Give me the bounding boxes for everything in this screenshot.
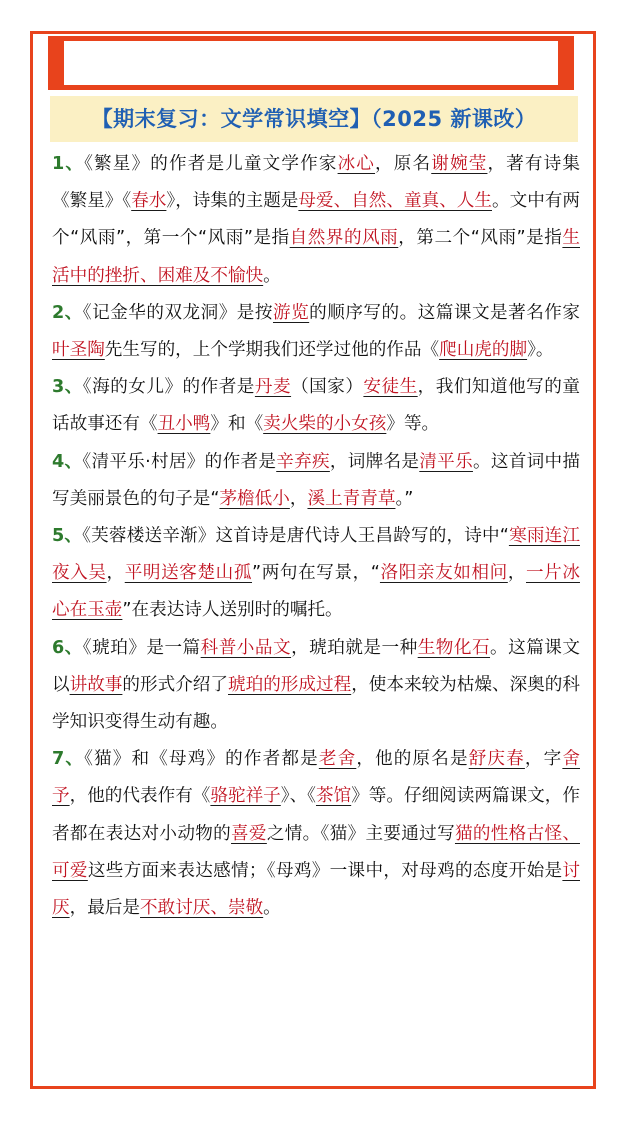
question-text: 之情。《猫》主要通过写 [266, 823, 455, 844]
answer-blank: 舍予 [52, 749, 580, 807]
question-text: ，琥珀就是一种 [291, 637, 418, 658]
answer-blank: 寒雨连江夜入吴 [52, 526, 580, 584]
question-text: 《记金华的双龙洞》是按 [82, 302, 273, 323]
answer-blank: 平明送客楚山孤 [124, 563, 253, 584]
question-number: 7、 [52, 749, 85, 770]
question-text: 。 [263, 898, 281, 919]
answer-blank: 茅檐低小 [219, 488, 290, 509]
page-title: 【期末复习：文学常识填空】（2025 新课改） [50, 96, 578, 142]
question-text: 》、《 [280, 786, 316, 807]
answer-blank: 老舍 [318, 749, 357, 770]
question-text: ，词牌名是 [329, 451, 420, 472]
content-body [52, 146, 580, 927]
question-text: 。这首词中描写美丽景色的句子是“ [52, 451, 580, 509]
answer-blank: 生活中的挫折、困难及不愉快 [52, 228, 580, 286]
answer-blank: 叶圣陶 [52, 340, 105, 361]
top-banner-inner [64, 41, 558, 85]
question-number: 2、 [52, 302, 83, 323]
answer-blank: 卖火柴的小女孩 [263, 414, 387, 435]
answer-blank: 喜爱 [231, 823, 267, 844]
question-text: ，我们知道他写的童话故事还有《 [52, 377, 580, 435]
answer-blank: 丑小鸭 [157, 414, 211, 435]
question-text: 。文中有两个“风雨”，第一个“风雨”是指 [52, 191, 580, 249]
question-text: ， [507, 563, 526, 584]
question-text: 》，诗集的主题是 [166, 191, 299, 212]
question-text: ， [106, 563, 125, 584]
answer-blank: 辛弃疾 [276, 451, 330, 472]
question-item-5 [52, 518, 580, 630]
question-text: 《繁星》的作者是儿童文学作家 [84, 154, 338, 174]
question-item-4 [52, 444, 580, 518]
question-text: ，原名 [375, 154, 432, 174]
question-text: 《海的女儿》的作者是 [82, 377, 255, 398]
answer-blank: 猫的性格古怪、可爱 [52, 823, 580, 881]
question-text: 。” [395, 488, 414, 509]
answer-blank: 清平乐 [419, 451, 473, 472]
answer-blank: 骆驼祥子 [210, 786, 281, 807]
question-number: 3、 [52, 377, 83, 398]
question-number: 4、 [52, 451, 83, 472]
question-text: ，使本来较为枯燥、深奥的科学知识变得生动有趣。 [52, 674, 580, 733]
question-text: 。这篇课文以 [52, 637, 580, 695]
question-text: 》等。 [386, 414, 440, 435]
answer-blank: 洛阳亲友如相问 [379, 563, 508, 584]
answer-blank: 舒庆春 [468, 749, 525, 770]
question-text: 》。 [527, 340, 554, 361]
question-text: ，第二个“风雨”是指 [398, 228, 563, 249]
answer-blank: 生物化石 [417, 637, 491, 658]
question-text: 。 [263, 265, 281, 286]
question-text: ， [289, 488, 308, 509]
question-text: 的顺序写的。这篇课文是著名作家 [309, 302, 580, 323]
answer-blank: 不敢讨厌、崇敬 [140, 898, 264, 919]
question-text: ，著有诗集《繁星》《 [52, 154, 580, 212]
question-text: ，他的原名是 [356, 749, 469, 770]
answer-blank: 讲故事 [69, 674, 123, 695]
question-number: 1、 [52, 154, 85, 174]
question-text: ”两句在写景，“ [252, 563, 380, 584]
answer-blank: 一片冰心在玉壶 [52, 563, 580, 621]
question-text: 《清平乐·村居》的作者是 [82, 451, 277, 472]
question-text: ”在表达诗人送别时的嘱托。 [122, 600, 343, 621]
question-number: 6、 [52, 637, 83, 658]
question-text: 》等。仔细阅读两篇课文，作者都在表达对小动物的 [52, 786, 580, 844]
answer-blank: 春水 [131, 191, 167, 212]
answer-blank: 爬山虎的脚 [439, 340, 528, 361]
question-text: 》和《 [210, 414, 264, 435]
question-text: （国家） [291, 377, 364, 398]
question-text: ，他的代表作有《 [69, 786, 211, 807]
question-text: 这些方面来表达感情；《母鸡》一课中，对母鸡的态度开始是 [87, 860, 563, 881]
answer-blank: 溪上青青草 [307, 488, 396, 509]
question-item-1 [52, 146, 580, 295]
question-item-6 [52, 630, 580, 742]
answer-blank: 琥珀的形成过程 [228, 674, 352, 695]
question-text: ，字 [524, 749, 563, 770]
question-item-3 [52, 369, 580, 443]
answer-blank: 科普小品文 [200, 637, 292, 658]
question-text: 先生写的，上个学期我们还学过他的作品《 [104, 340, 440, 361]
question-text: 《猫》和《母鸡》的作者都是 [84, 749, 319, 770]
question-item-7 [52, 741, 580, 927]
answer-blank: 冰心 [337, 154, 376, 174]
question-text: 的形式介绍了 [122, 674, 228, 695]
question-number: 5、 [52, 526, 83, 547]
answer-blank: 自然界的风雨 [289, 228, 399, 249]
answer-blank: 茶馆 [315, 786, 352, 807]
top-banner [48, 36, 574, 90]
answer-blank: 游览 [272, 302, 310, 323]
question-item-2 [52, 295, 580, 369]
answer-blank: 谢婉莹 [431, 154, 488, 174]
answer-blank: 讨厌 [52, 860, 580, 919]
answer-blank: 安徒生 [363, 377, 418, 398]
question-text: 《芙蓉楼送辛渐》这首诗是唐代诗人王昌龄写的，诗中“ [82, 526, 509, 547]
question-text: ，最后是 [69, 898, 140, 919]
answer-blank: 母爱、自然、童真、人生 [298, 191, 492, 212]
answer-blank: 丹麦 [254, 377, 292, 398]
question-text: 《琥珀》是一篇 [82, 637, 201, 658]
